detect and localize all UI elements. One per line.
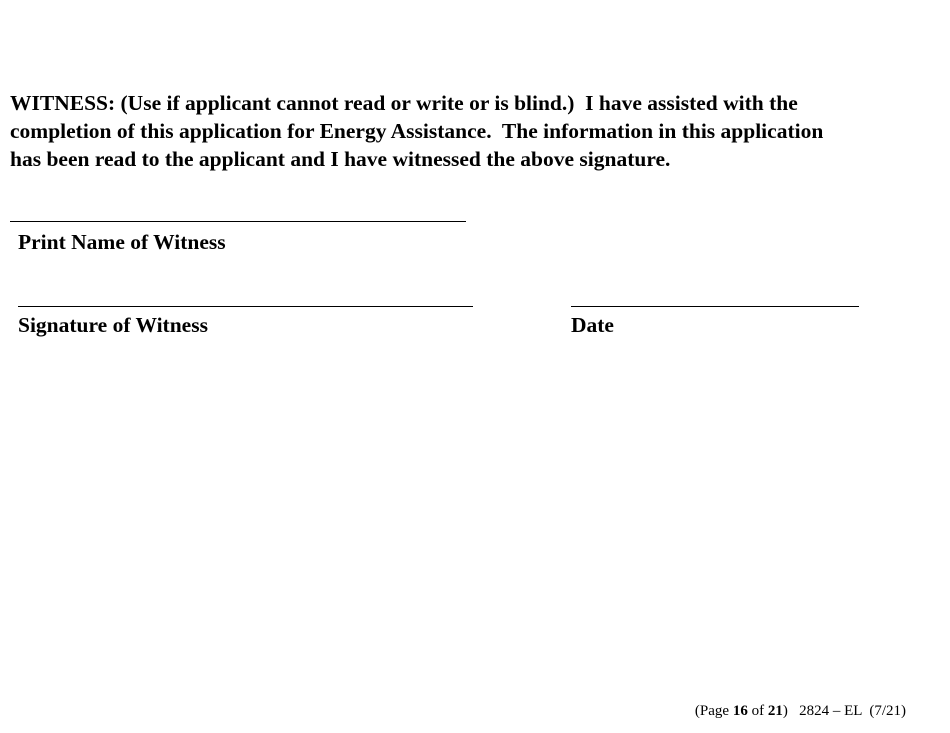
witness-statement-line-3: has been read to the applicant and I have witnessed the above signature. <box>10 147 671 171</box>
date-line[interactable] <box>571 306 859 307</box>
footer-page-prefix: (Page <box>694 703 733 719</box>
page-footer <box>695 702 906 720</box>
footer-page-number: 16 <box>732 703 748 719</box>
signature-line[interactable] <box>18 306 473 307</box>
witness-statement-line-1: WITNESS: (Use if applicant cannot read or write or is blind.) I have assisted with the <box>10 91 798 115</box>
footer-form-code: 2824 – EL (7/21) <box>787 703 906 719</box>
footer-page-total: 21 <box>767 703 783 719</box>
witness-statement-line-2: completion of this application for Energy Assistance. The information in this application <box>10 119 824 143</box>
print-name-label: Print Name of Witness <box>18 230 226 254</box>
witness-statement <box>10 89 920 173</box>
date-label: Date <box>571 313 614 337</box>
print-name-line[interactable] <box>10 221 466 222</box>
signature-label: Signature of Witness <box>18 313 208 337</box>
footer-page-of: of <box>747 703 768 719</box>
footer-page-suffix: ) <box>782 703 788 719</box>
